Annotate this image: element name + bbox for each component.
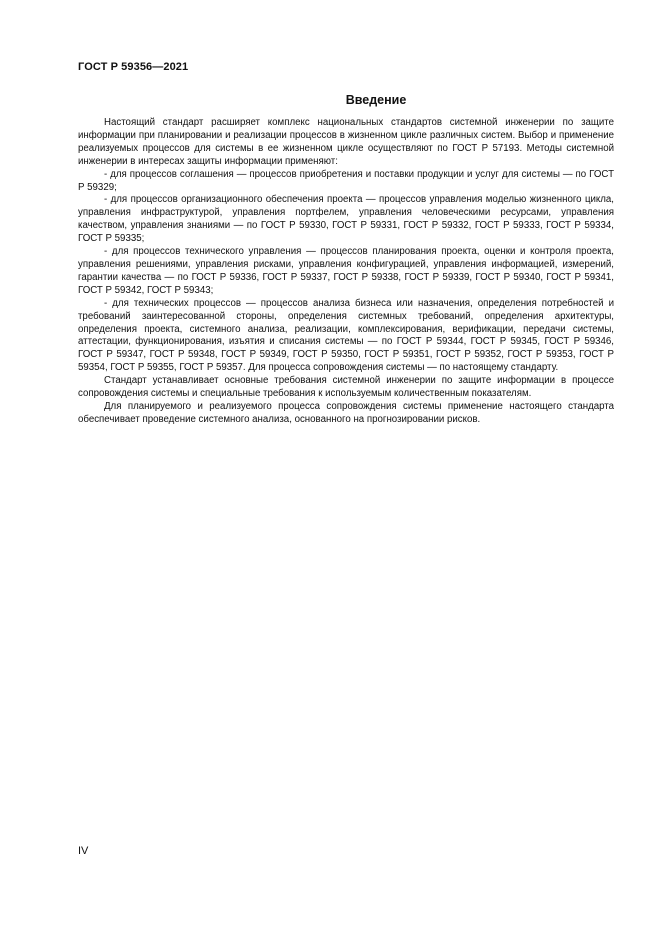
section-title: Введение	[345, 93, 407, 107]
document-header: ГОСТ Р 59356—2021	[78, 61, 189, 73]
paragraph: Настоящий стандарт расширяет комплекс национальных стандартов системной инженерии по защите информации при планировании и реализации процессов в жизненном цикле различных систем. Выбор и применение реализуемых процессов для системы в ее жизненном цикле осуществляют по ГОСТ Р 57193. Методы системной инженерии в интересах защиты информации применяют:	[78, 117, 614, 167]
list-item: - для процессов соглашения — процессов приобретения и поставки продукции и услуг для системы — по ГОСТ Р 59329;	[78, 168, 614, 193]
list-item: - для процессов технического управления — процессов планирования проекта, оценки и контроля проекта, управления решениями, управления рисками, управления конфигурацией, управления информацией, измерений, гарантии качества — по ГОСТ Р 59336, ГОСТ Р 59337, ГОСТ Р 59338, ГОСТ Р 59339, ГОСТ Р 59340, ГОСТ Р 59341, ГОСТ Р 59342, ГОСТ Р 59343;	[78, 246, 614, 296]
list-item: - для процессов организационного обеспечения проекта — процессов управления моделью жизненного цикла, управления инфраструктурой, управления портфелем, управления человеческими ресурсами, управления качеством, управления знаниями — по ГОСТ Р 59330, ГОСТ Р 59331, ГОСТ Р 59332, ГОСТ Р 59333, ГОСТ Р 59334, ГОСТ Р 59335;	[78, 194, 614, 245]
page-number: IV	[78, 845, 89, 857]
body-text	[78, 117, 614, 427]
paragraph: Для планируемого и реализуемого процесса сопровождения системы применение настоящего стандарта обеспечивает проведение системного анализа, основанного на прогнозировании рисков.	[78, 400, 614, 425]
paragraph: Стандарт устанавливает основные требования системной инженерии по защите информации в процессе сопровождения системы и специальные требования к используемым количественным показателям.	[78, 375, 614, 400]
list-item: - для технических процессов — процессов анализа бизнеса или назначения, определения потребностей и требований заинтересованной стороны, определения системных требований, определения архитектуры, определения проекта, системного анализа, реализации, комплексирования, верификации, передачи системы, аттестации, функционирования, изъятия и списания системы — по ГОСТ Р 59344, ГОСТ Р 59345, ГОСТ Р 59346, ГОСТ Р 59347, ГОСТ Р 59348, ГОСТ Р 59349, ГОСТ Р 59350, ГОСТ Р 59351, ГОСТ Р 59352, ГОСТ Р 59353, ГОСТ Р 59354, ГОСТ Р 59355, ГОСТ Р 59357. Для процесса сопровождения системы — по настоящему стандарту.	[78, 297, 614, 374]
